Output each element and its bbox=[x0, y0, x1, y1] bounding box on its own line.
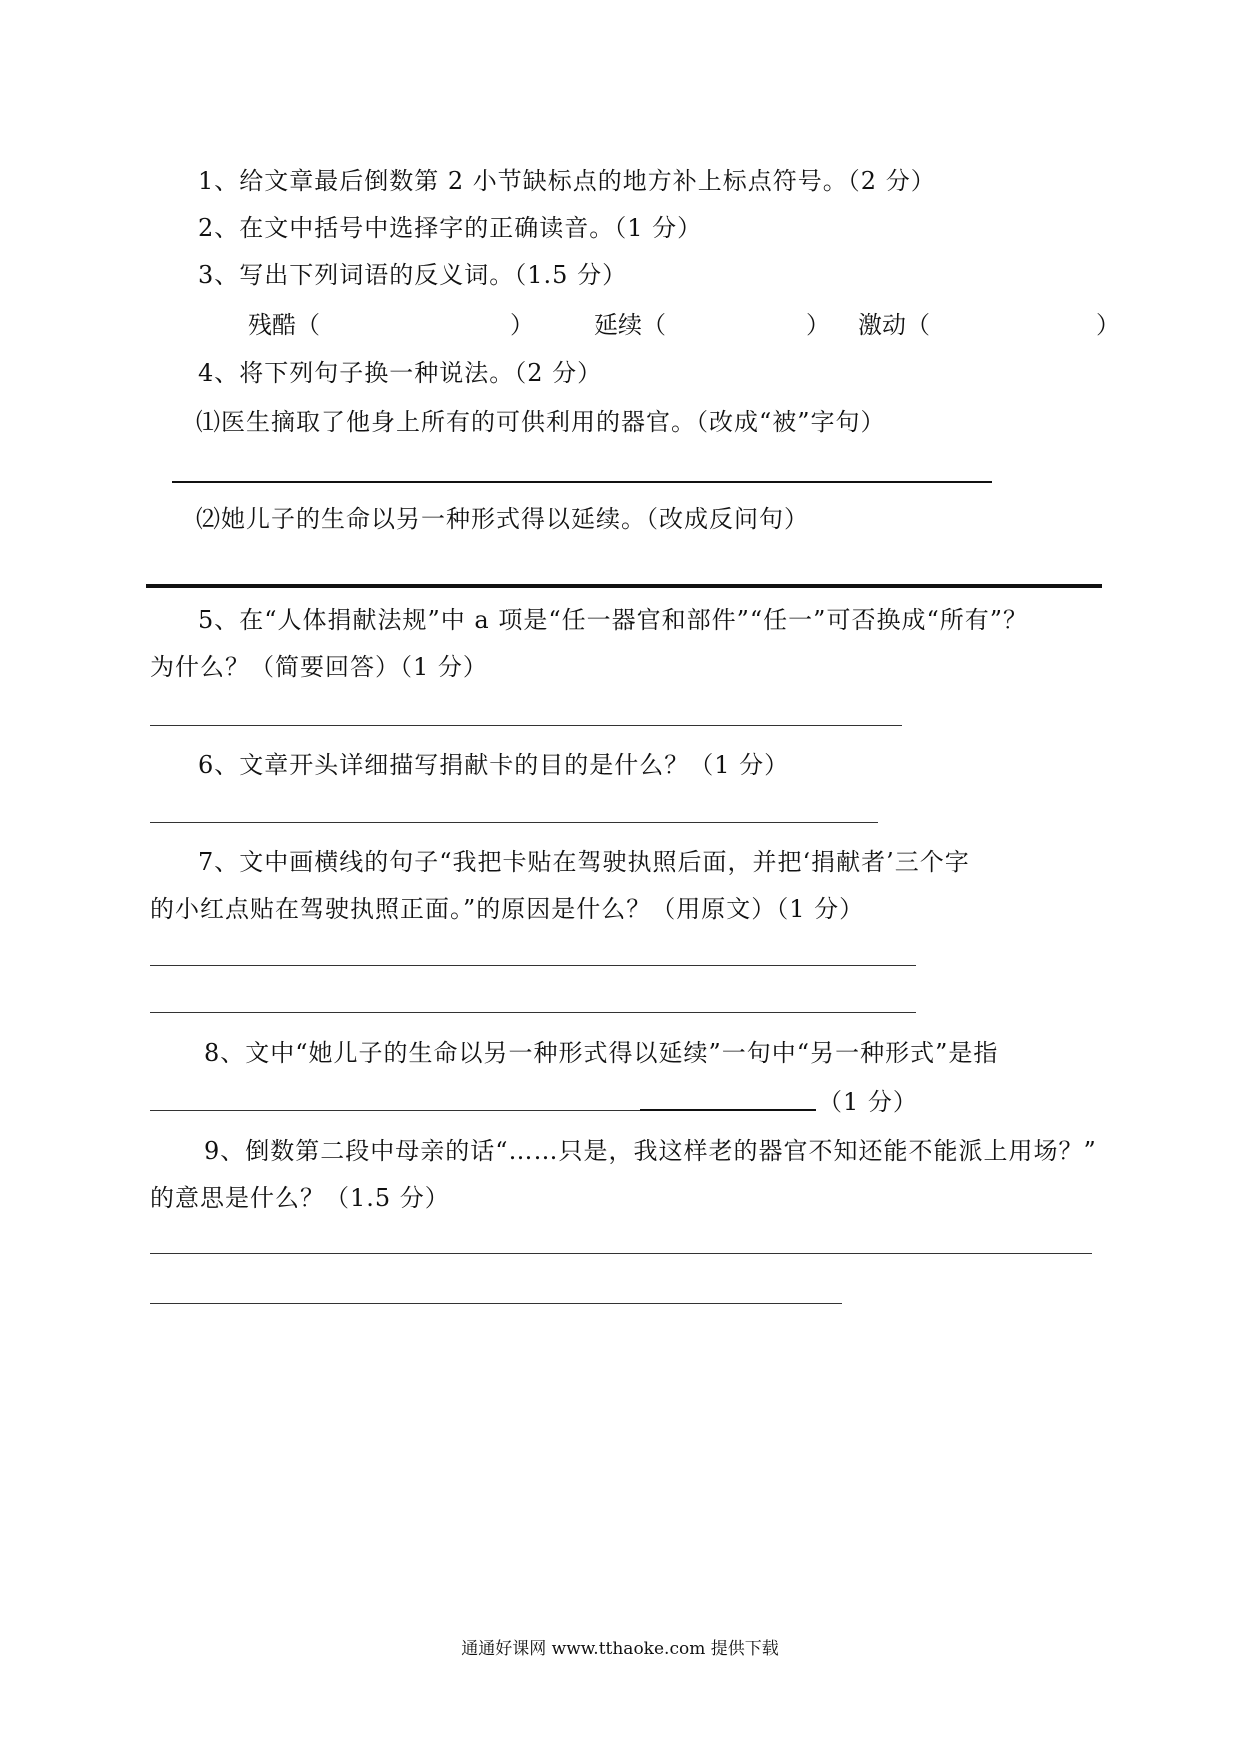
question-5-line1: 5、在“人体捐献法规”中 a 项是“任一器官和部件”“任一”可否换成“所有”？ bbox=[198, 606, 1028, 634]
antonym-close-2: ） bbox=[806, 311, 830, 339]
question-6: 6、文章开头详细描写捐献卡的目的是什么？（1 分） bbox=[198, 751, 790, 779]
answer-line-8b[interactable] bbox=[640, 1109, 816, 1111]
question-3: 3、写出下列词语的反义词。（1.5 分） bbox=[198, 261, 628, 289]
question-5-line2: 为什么？（简要回答）（1 分） bbox=[150, 653, 488, 681]
question-9-line1: 9、倒数第二段中母亲的话“……只是，我这样老的器官不知还能不能派上用场？” bbox=[204, 1137, 1097, 1165]
answer-line-9b[interactable] bbox=[150, 1303, 842, 1304]
antonym-word-2: 延续（ bbox=[594, 311, 666, 339]
question-2: 2、在文中括号中选择字的正确读音。（1 分） bbox=[198, 214, 703, 242]
question-8-line1: 8、文中“她儿子的生命以另一种形式得以延续”一句中“另一种形式”是指 bbox=[204, 1039, 999, 1067]
question-1: 1、给文章最后倒数第 2 小节缺标点的地方补上标点符号。（2 分） bbox=[198, 167, 936, 195]
question-7-line1: 7、文中画横线的句子“我把卡贴在驾驶执照后面，并把‘捐献者’三个字 bbox=[198, 848, 970, 876]
antonym-word-3: 激动（ bbox=[858, 311, 930, 339]
antonym-close-3: ） bbox=[1096, 311, 1120, 339]
question-4-2: ⑵她儿子的生命以另一种形式得以延续。（改成反问句） bbox=[196, 505, 809, 533]
question-7-line2: 的小红点贴在驾驶执照正面。”的原因是什么？（用原文）（1 分） bbox=[150, 895, 865, 923]
answer-line-4-1[interactable] bbox=[172, 481, 992, 483]
footer: 通通好课网 www.tthaoke.com 提供下载 bbox=[461, 1639, 779, 1659]
antonym-close-1: ） bbox=[510, 311, 534, 339]
antonym-word-1: 残酷（ bbox=[248, 311, 320, 339]
answer-line-4-2[interactable] bbox=[146, 584, 1102, 588]
answer-line-8a[interactable] bbox=[150, 1110, 640, 1111]
answer-line-7b[interactable] bbox=[150, 1012, 916, 1013]
answer-line-9a[interactable] bbox=[150, 1253, 1092, 1254]
question-4: 4、将下列句子换一种说法。（2 分） bbox=[198, 359, 603, 387]
answer-line-7a[interactable] bbox=[150, 965, 916, 966]
question-8-score: （1 分） bbox=[818, 1088, 918, 1116]
answer-line-5[interactable] bbox=[150, 725, 902, 726]
question-4-1: ⑴医生摘取了他身上所有的可供利用的器官。（改成“被”字句） bbox=[196, 408, 886, 436]
question-9-line2: 的意思是什么？（1.5 分） bbox=[150, 1184, 450, 1212]
answer-line-6[interactable] bbox=[150, 822, 878, 823]
